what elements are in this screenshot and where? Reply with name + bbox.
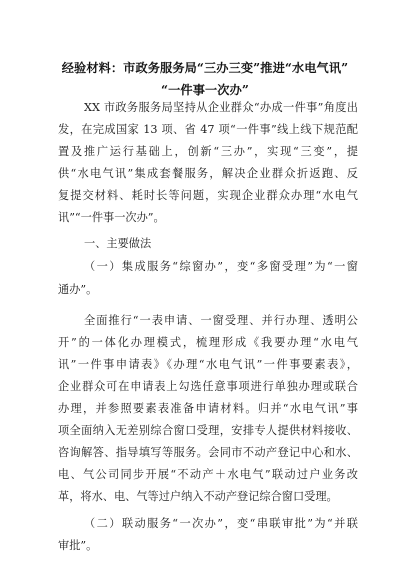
paragraph-1-line-4: 供“水电气讯”集成套餐服务，解决企业群众折返跑、反	[58, 167, 358, 180]
paragraph-2-line-5: 办理，并参照要素表准备申请材料。归并“水电气讯”事	[58, 402, 358, 415]
paragraph-2-line-6: 项全面纳入无差别综合窗口受理，安排专人提供材料接收、	[58, 424, 358, 437]
paragraph-2-line-4: 企业群众可在申请表上勾选任意事项进行单独办理或联合	[58, 380, 358, 393]
paragraph-2-line-1: 全面推行“一表申请、一窗受理、并行办理、透明公	[84, 314, 358, 327]
subheading-2-line-2: 审批”。	[58, 539, 98, 552]
subheading-2-line-1: （二）联动服务“一次办”，变“串联审批”为“并联	[84, 517, 358, 530]
subheading-1-line-2: 通办”。	[58, 283, 98, 296]
paragraph-1-line-6: 讯”“一件事一次办”。	[58, 211, 165, 224]
document-title-line-1: 经验材料：市政务服务局“三办三变”推进“水电气讯”	[61, 61, 349, 75]
paragraph-2-line-7: 咨询解答、指导填写等服务。会同市不动产登记中心和水、	[58, 446, 358, 459]
document-title-line-2: “一件事一次办”	[161, 83, 249, 97]
paragraph-2-line-2: 开”的一体化办理模式，梳理形成《我要办理“水电气	[58, 336, 358, 349]
paragraph-2-line-3: 讯”一件事申请表》《办理“水电气讯”一件事要素表》，	[58, 358, 358, 371]
section-heading-1: 一、主要做法	[84, 237, 152, 250]
paragraph-2-line-9: 革，将水、电、气等过户纳入不动产登记综合窗口受理。	[58, 490, 338, 503]
paragraph-1-line-3: 置及推广运行基础上，创新“三办”，实现“三变”，提	[58, 145, 358, 158]
paragraph-2-line-8: 电、气公司同步开展“不动产＋水电气”联动过户业务改	[58, 468, 358, 481]
subheading-1-line-1: （一）集成服务“综窗办”，变“多窗受理”为“一窗	[84, 260, 358, 273]
paragraph-1-line-5: 复提交材料、耗时长等问题，实现企业群众办理“水电气	[58, 189, 358, 202]
paragraph-1-line-2: 发，在完成国家 13 项、省 47 项“一件事”线上线下规范配	[58, 123, 358, 136]
paragraph-1-line-1: XX 市政务服务局坚持从企业群众“办成一件事”角度出	[84, 101, 358, 114]
